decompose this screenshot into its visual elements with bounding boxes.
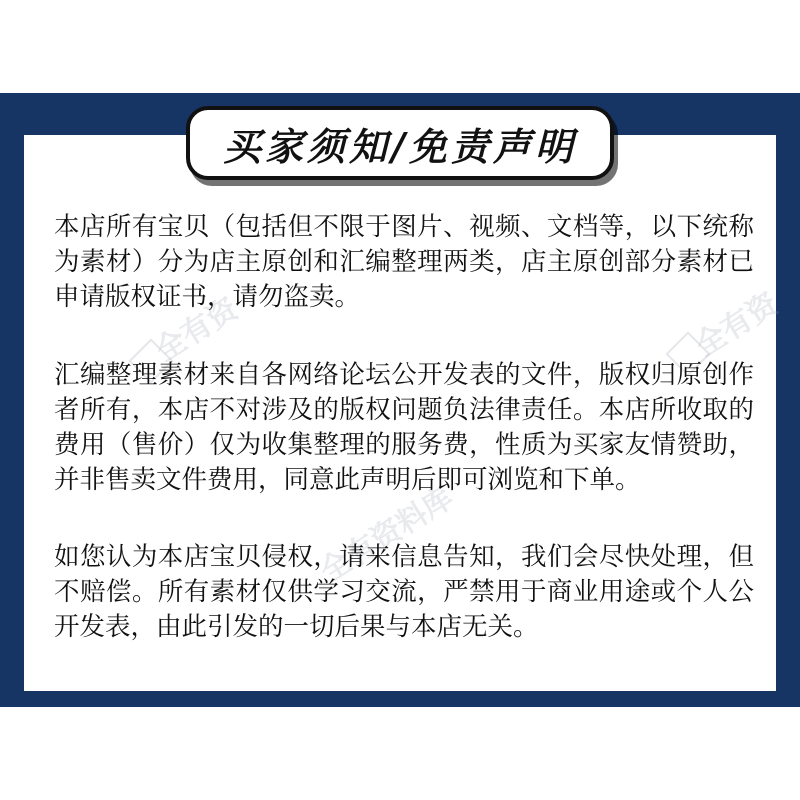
watermark-left: 全有资 [149,291,245,369]
paragraph-compilation: 汇编整理素材来自各网络论坛公开发表的文件，版权归原创作者所有，本店不对涉及的版权问题负法律责任。本店所收取的费用（售价）仅为收集整理的服务费，性质为买家友情赞助，并非售卖文件费用，同意此声明后即可浏览和下单。 [54,360,754,495]
page-title: 买家须知/免责声明 [223,123,577,169]
paragraph-infringement: 如您认为本店宝贝侵权，请来信息告知，我们会尽快处理，但不赔偿。所有素材仅供学习交流，严禁用于商业用途或个人公开发表，由此引发的一切后果与本店无关。 [54,542,754,642]
watermark-center: 全有资料库 [313,480,460,590]
title-badge [186,106,614,180]
watermark-right: 全有资 [689,286,785,364]
paragraph-copyright: 本店所有宝贝（包括但不限于图片、视频、文档等，以下统称为素材）分为店主原创和汇编整理两类，店主原创部分素材已申请版权证书，请勿盗卖。 [54,212,754,312]
